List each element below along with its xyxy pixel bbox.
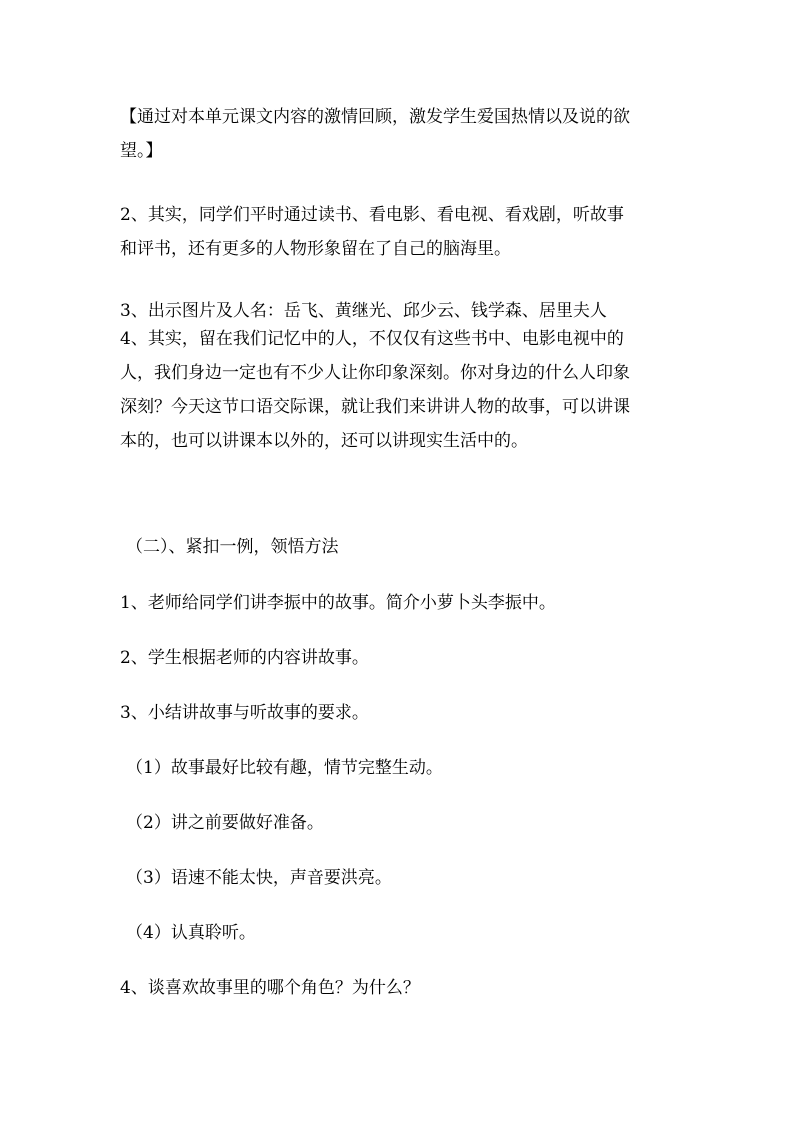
text-line: 【通过对本单元课文内容的激情回顾，激发学生爱国热情以及说的欲 — [120, 107, 630, 127]
text-line: 和评书，还有更多的人物形象留在了自己的脑海里。 — [120, 239, 511, 259]
text-line: （2）讲之前要做好准备。 — [126, 813, 324, 833]
text-line: 2、其实，同学们平时通过读书、看电影、看电视、看戏剧，听故事 — [120, 205, 624, 225]
text-line: 本的，也可以讲课本以外的，还可以讲现实生活中的。 — [120, 431, 528, 451]
s2-step-2-paragraph — [120, 641, 680, 675]
text-line: 人，我们身边一定也有不少人让你印象深刻。你对身边的什么人印象 — [120, 363, 630, 383]
text-line: （1）故事最好比较有趣，情节完整生动。 — [126, 758, 443, 778]
text-line: 深刻？今天这节口语交际课，就让我们来讲讲人物的故事，可以讲课 — [120, 397, 630, 417]
step-2-paragraph — [120, 198, 680, 266]
goal-note-paragraph — [120, 100, 680, 168]
s2-step-1-paragraph — [120, 586, 680, 620]
text-line: 3、小结讲故事与听故事的要求。 — [120, 703, 369, 723]
text-line: 1、老师给同学们讲李振中的故事。简介小萝卜头李振中。 — [120, 593, 556, 613]
section-2-heading — [126, 530, 686, 564]
text-line: （4）认真聆听。 — [126, 923, 256, 943]
text-line: 3、出示图片及人名：岳飞、黄继光、邱少云、钱学森、居里夫人 — [120, 301, 607, 321]
text-line: 4、谈喜欢故事里的哪个角色？为什么？ — [120, 978, 420, 998]
requirement-4 — [126, 916, 686, 950]
s2-step-4-paragraph — [120, 971, 680, 1005]
requirement-3 — [126, 861, 686, 895]
s2-step-3-paragraph — [120, 696, 680, 730]
section-heading-text: （二）、紧扣一例，领悟方法 — [126, 537, 339, 557]
requirement-1 — [126, 751, 686, 785]
requirement-2 — [126, 806, 686, 840]
step-4-paragraph — [120, 322, 680, 356]
text-line: （3）语速不能太快，声音要洪亮。 — [126, 868, 392, 888]
text-line: 望。】 — [120, 141, 163, 161]
text-line: 4、其实，留在我们记忆中的人，不仅仅有这些书中、电影电视中的 — [120, 329, 624, 349]
text-line: 2、学生根据老师的内容讲故事。 — [120, 648, 369, 668]
step-4-paragraph-cont — [120, 356, 680, 458]
